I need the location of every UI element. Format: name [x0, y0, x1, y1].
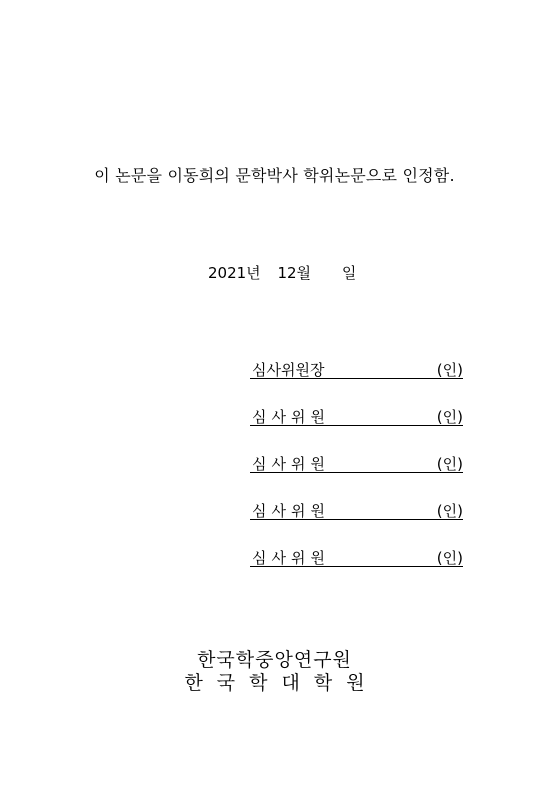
institution-name: 한국학중앙연구원 — [197, 649, 352, 671]
approval-date — [208, 262, 356, 283]
signature-line — [250, 566, 463, 567]
graduate-school-name: 한국학대학원 — [184, 672, 379, 694]
signature-line — [250, 425, 463, 426]
approval-statement: 이 논문을 이동희의 문학박사 학위논문으로 인정함. — [94, 166, 455, 185]
date-month: 12월 — [277, 264, 312, 282]
signature-line — [250, 378, 463, 379]
date-year: 2021년 — [208, 264, 261, 282]
committee-role-label: 심사위원 — [252, 502, 330, 520]
committee-signature-list — [250, 356, 463, 591]
seal-mark: (인) — [436, 361, 463, 379]
committee-role-label: 심사위원 — [252, 455, 330, 473]
committee-role-label: 심사위원 — [252, 549, 330, 567]
committee-role-label: 심사위원장 — [252, 361, 325, 379]
seal-mark: (인) — [436, 549, 463, 567]
committee-role-label: 심사위원 — [252, 408, 330, 426]
signature-line — [250, 519, 463, 520]
committee-chair-row — [250, 356, 463, 403]
committee-member-row — [250, 403, 463, 450]
seal-mark: (인) — [436, 408, 463, 426]
seal-mark: (인) — [436, 502, 463, 520]
committee-member-row — [250, 497, 463, 544]
committee-member-row — [250, 450, 463, 497]
signature-line — [250, 472, 463, 473]
date-day: 일 — [341, 264, 357, 282]
committee-member-row — [250, 544, 463, 591]
seal-mark: (인) — [436, 455, 463, 473]
